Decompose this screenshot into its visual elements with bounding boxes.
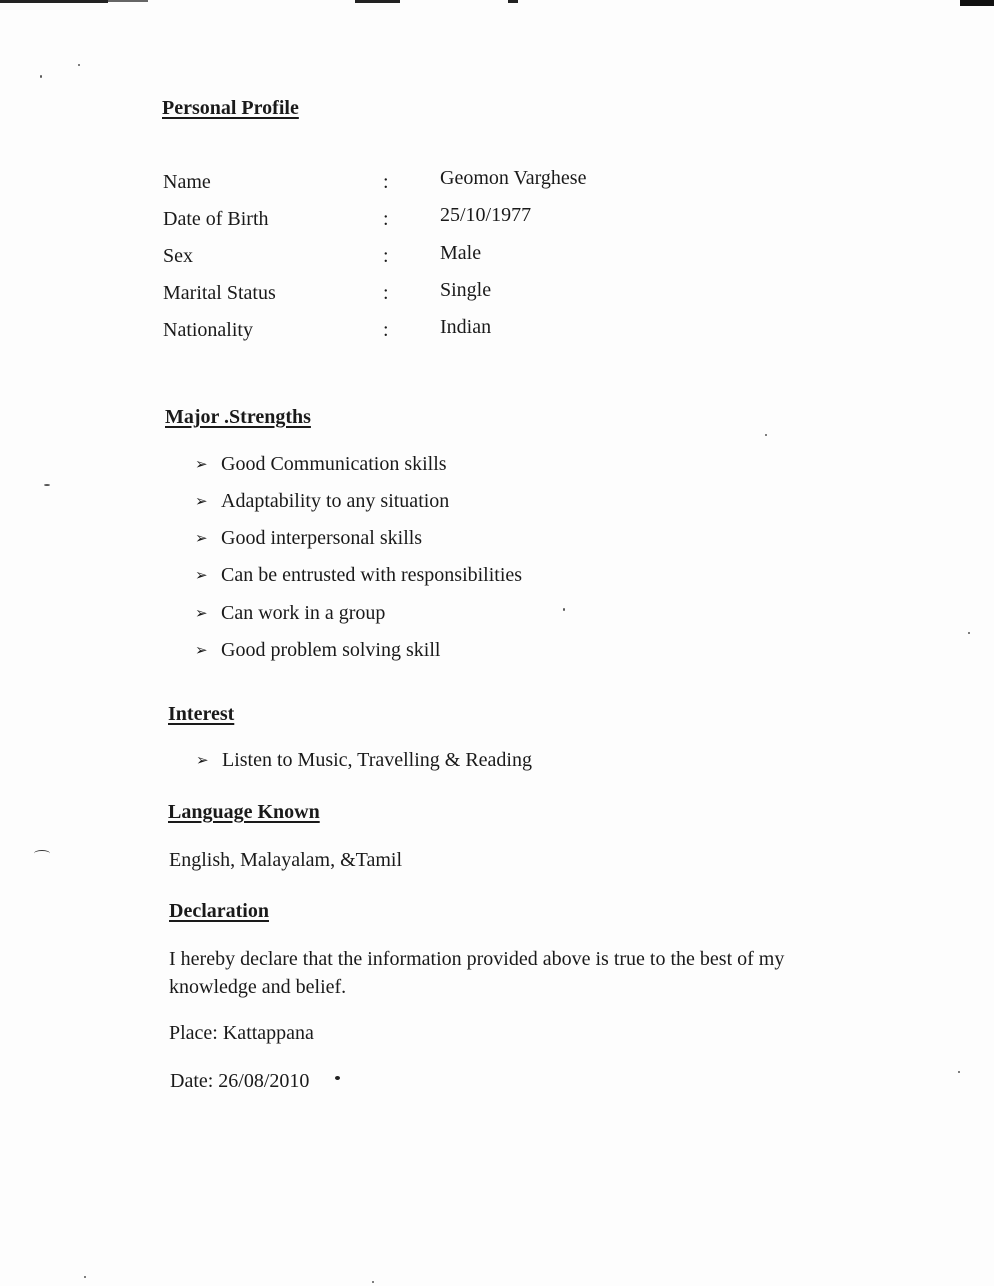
interest-text: Listen to Music, Travelling & Reading — [222, 749, 532, 771]
profile-row-nationality — [163, 316, 723, 347]
scan-artifact-line — [508, 0, 518, 3]
strength-text: Good problem solving skill — [221, 639, 441, 661]
arrow-bullet-icon: ➢ — [195, 643, 208, 659]
arrow-bullet-icon: ➢ — [195, 568, 208, 584]
interest-heading: Interest — [168, 703, 235, 725]
list-item — [195, 602, 385, 630]
profile-colon: : — [383, 319, 389, 341]
scan-speck — [84, 1276, 86, 1278]
profile-label: Name — [163, 171, 211, 193]
profile-colon: : — [383, 171, 389, 193]
scan-speck — [335, 1076, 340, 1080]
arrow-bullet-icon: ➢ — [195, 531, 208, 547]
list-item — [195, 453, 447, 481]
declaration-date: Date: 26/08/2010 — [170, 1070, 310, 1092]
personal-profile-heading: Personal Profile — [162, 97, 299, 119]
profile-label: Sex — [163, 245, 193, 267]
declaration-heading: Declaration — [169, 900, 269, 922]
scan-artifact-line — [355, 0, 400, 3]
major-strengths-heading: Major .Strengths — [165, 406, 311, 428]
scan-speck — [765, 434, 767, 436]
profile-row-marital-status — [163, 279, 723, 310]
profile-colon: : — [383, 245, 389, 267]
language-list: English, Malayalam, &Tamil — [169, 849, 402, 871]
scan-artifact-line — [108, 0, 148, 2]
list-item — [195, 490, 449, 518]
profile-colon: : — [383, 208, 389, 230]
strength-text: Good Communication skills — [221, 453, 447, 475]
scan-speck — [78, 64, 80, 66]
profile-colon: : — [383, 282, 389, 304]
profile-label: Marital Status — [163, 282, 276, 304]
scan-artifact-corner — [960, 0, 994, 6]
profile-value: 25/10/1977 — [440, 204, 532, 226]
profile-row-name — [163, 167, 723, 199]
scan-artifact-line — [0, 0, 108, 3]
scan-speck — [563, 608, 565, 611]
scan-speck — [968, 632, 970, 634]
arrow-bullet-icon: ➢ — [196, 753, 209, 769]
profile-row-date-of-birth — [163, 204, 723, 236]
profile-value: Male — [440, 242, 482, 264]
scan-mark — [34, 850, 50, 857]
arrow-bullet-icon: ➢ — [195, 606, 208, 622]
arrow-bullet-icon: ➢ — [195, 457, 208, 473]
list-item — [195, 527, 422, 555]
scan-speck — [372, 1281, 374, 1283]
scan-speck — [44, 484, 50, 486]
declaration-place: Place: Kattappana — [169, 1022, 314, 1044]
list-item — [196, 749, 532, 777]
strength-text: Can be entrusted with responsibilities — [221, 564, 523, 586]
profile-label: Date of Birth — [163, 208, 269, 230]
list-item — [195, 564, 522, 592]
scan-speck — [40, 75, 42, 78]
profile-value: Indian — [440, 316, 492, 338]
strength-text: Good interpersonal skills — [221, 527, 423, 549]
strength-text: Can work in a group — [221, 602, 386, 624]
strength-text: Adaptability to any situation — [221, 490, 450, 512]
declaration-text: I hereby declare that the information provided above is true to the best of my knowledge and belief. — [169, 948, 785, 998]
profile-value: Geomon Varghese — [440, 167, 587, 189]
profile-row-sex — [163, 242, 723, 273]
scan-speck — [958, 1071, 960, 1073]
arrow-bullet-icon: ➢ — [195, 494, 208, 510]
profile-value: Single — [440, 279, 492, 301]
list-item — [195, 639, 440, 667]
profile-label: Nationality — [163, 319, 253, 341]
language-known-heading: Language Known — [168, 801, 320, 823]
